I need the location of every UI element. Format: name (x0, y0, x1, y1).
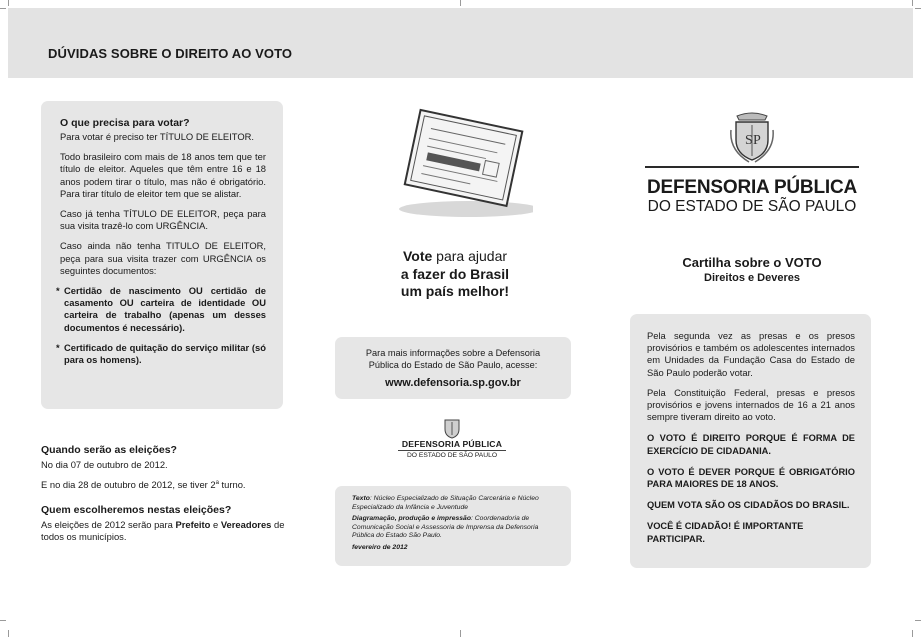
bullet-star-icon: * (56, 285, 60, 297)
small-logo-subtitle: DO ESTADO DE SÃO PAULO (406, 452, 498, 459)
rights-statement: O VOTO É DIREITO PORQUE É FORMA DE EXERCÍCIO DE CIDADANIA. (647, 433, 855, 456)
rights-paragraph: Pela Constituição Federal, presas e presos provisórios e jovens internados de 16 a 21 anos sempre tiveram direito ao voto. (647, 386, 855, 423)
credit-text: Texto: Núcleo Especializado de Situação Carcerária e Núcleo Especializado da Infância e Juventude (352, 495, 539, 511)
faq-answer: E no dia 28 de outubro de 2012, se tiver 2$^a$ turno. (41, 479, 246, 491)
crop-mark (0, 620, 6, 621)
crop-mark (912, 0, 913, 6)
crop-mark (460, 630, 461, 637)
voter-card-icon (385, 105, 533, 220)
website-link[interactable]: www.defensoria.sp.gov.br (385, 377, 521, 389)
crop-mark (8, 630, 9, 637)
rights-statement: QUEM VOTA SÃO OS CIDADÃOS DO BRASIL. (647, 500, 850, 511)
rights-statement: O VOTO É DEVER PORQUE É OBRIGATÓRIO PARA MAIORES DE 18 ANOS. (647, 466, 855, 490)
page-title: DÚVIDAS SOBRE O DIREITO AO VOTO (48, 46, 293, 61)
crop-mark (915, 620, 921, 621)
crop-mark (915, 8, 921, 9)
requirements-paragraph: Todo brasileiro com mais de 18 anos tem que ter título de eleitor. Aqueles que têm entre 16 e 18 anos podem tirar o título, mas não é obrigatório. Para tirar título de eleitor tem que se alistar. (60, 151, 266, 199)
info-text: Para mais informações sobre a Defensoria (365, 348, 541, 358)
bullet-star-icon: * (56, 341, 60, 353)
info-text: Pública do Estado de São Paulo, acesse: (368, 360, 538, 370)
rights-paragraph: Pela segunda vez as presas e os presos provisórios e também os adolescentes internados em Unidades da Fundação Casa do Estado de São Paulo poderão votar. (647, 330, 855, 378)
requirements-box (41, 101, 283, 409)
state-seal-icon (729, 110, 775, 164)
crop-mark (8, 0, 9, 6)
small-logo (394, 417, 510, 460)
requirements-heading: O que precisa para votar? (60, 117, 190, 129)
document-bullet-text: Certificado de quitação do serviço militar (só para os homens). (64, 341, 266, 366)
booklet-heading: Cartilha sobre o VOTO (682, 255, 822, 270)
svg-text:P: P (753, 133, 761, 148)
rights-statement: VOCÊ É CIDADÃO! É IMPORTANTE PARTICIPAR. (647, 521, 804, 544)
booklet-subheading: Direitos e Deveres (704, 272, 800, 284)
slogan-line: a fazer do Brasil (400, 265, 510, 282)
slogan-line: Vote para ajudar (402, 248, 508, 264)
logo-subtitle: DO ESTADO DE SÃO PAULO (647, 197, 857, 215)
credit-date: fevereiro de 2012 (352, 543, 408, 551)
credits-box (335, 486, 571, 566)
document-bullet (56, 341, 266, 366)
svg-text:S: S (745, 133, 753, 148)
requirements-paragraph: Caso já tenha TÍTULO DE ELEITOR, peça para sua visita trazê-lo com URGÊNCIA. (60, 208, 266, 232)
crop-mark (0, 8, 6, 9)
faq-question: Quem escolheremos nestas eleições? (41, 503, 232, 516)
rights-box (630, 314, 871, 568)
crop-mark (460, 0, 461, 6)
logo-title: DEFENSORIA PÚBLICA (647, 176, 857, 198)
small-logo-title: DEFENSORIA PÚBLICA (401, 439, 503, 449)
faq-answer: No dia 07 de outubro de 2012. (41, 459, 168, 470)
faq-answer: As eleições de 2012 serão para Prefeito e Vereadores de todos os municípios. (41, 518, 285, 542)
booklet-title (640, 254, 864, 286)
faq-question: Quando serão as eleições? (41, 444, 177, 456)
document-bullet (56, 285, 266, 334)
header-band (8, 8, 913, 78)
crop-mark (912, 630, 913, 637)
election-faq (41, 444, 289, 543)
vote-slogan (355, 248, 555, 301)
requirements-intro: Para votar é preciso ter TÍTULO DE ELEITOR. (60, 131, 254, 142)
info-box (335, 337, 571, 399)
requirements-paragraph: Caso ainda não tenha TITULO DE ELEITOR, peça para sua visita trazer com URGÊNCIA os seguintes documentos: (60, 240, 266, 276)
document-bullet-text: Certidão de nascimento OU certidão de casamento OU carteira de identidade OU carteira de trabalho (apenas um desses documentos é necessário). (64, 285, 266, 333)
defensoria-logo (645, 110, 859, 216)
slogan-line: um país melhor! (400, 283, 510, 299)
credit-production: Diagramação, produção e impressão: Coordenadoria de Comunicação Social e Assessoria de Imprensa da Defensoria Pública do Estado São Paulo. (352, 515, 539, 540)
state-seal-icon (441, 417, 463, 439)
